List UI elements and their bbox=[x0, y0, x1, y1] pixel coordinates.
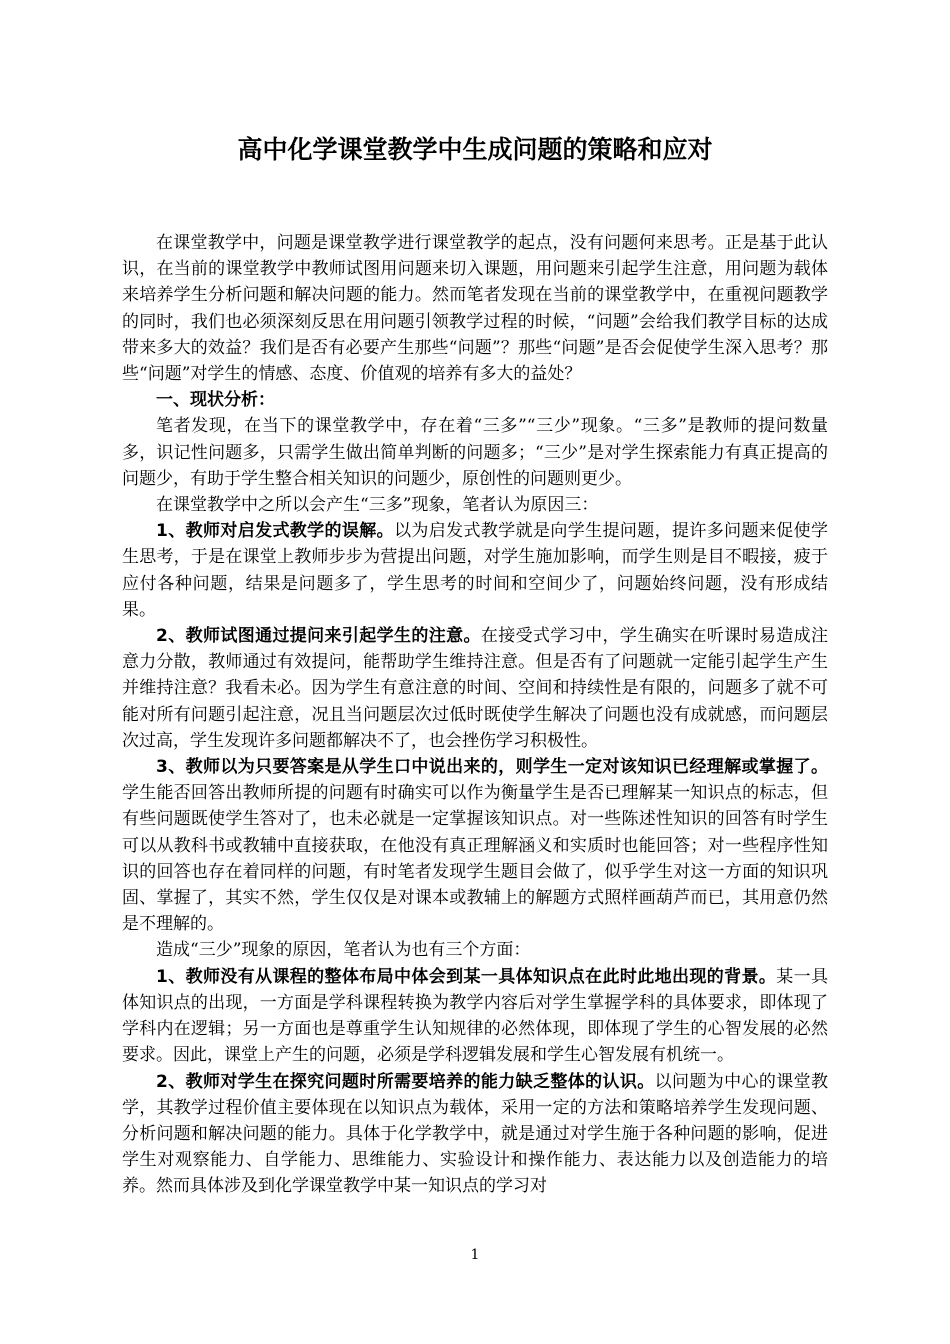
paragraph-lead: 2、教师对学生在探究问题时所需要培养的能力缺乏整体的认识。 bbox=[156, 1071, 655, 1092]
section-heading bbox=[122, 387, 828, 413]
paragraph-text: 笔者发现，在当下的课堂教学中，存在着“三多”“三少”现象。“三多”是教师的提问数量多，识记性问题多，只需学生做出简单判断的问题多；“三少”是对学生探索能力有真正提高的问题少，有助于学生整合相关知识的问题少，原创性的问题则更少。 bbox=[122, 416, 828, 489]
paragraph bbox=[122, 1069, 828, 1200]
paragraph-text: 以问题为中心的课堂教学，其教学过程价值主要体现在以知识点为载体，采用一定的方法和策略培养学生发现问题、分析问题和解决问题的能力。具体于化学教学中，就是通过对学生施于各种问题的影响，促进学生对观察能力、自学能力、思维能力、实验设计和操作能力、表达能力以及创造能力的培养。然而具体涉及到化学课堂教学中某一知识点的学习对 bbox=[122, 1071, 829, 1197]
paragraph-text: 某一具体知识点的出现，一方面是学科课程转换为教学内容后对学生掌握学科的具体要求，即体现了学科内在逻辑；另一方面也是尊重学生认知规律的必然体现，即体现了学生的心智发展的必然要求。因此，课堂上产生的问题，必须是学科逻辑发展和学生心智发展有机统一。 bbox=[122, 966, 829, 1066]
paragraph-lead: 2、教师试图通过提问来引起学生的注意。 bbox=[156, 626, 481, 647]
paragraph-text: 学生能否回答出教师所提的问题有时确实可以作为衡量学生是否已理解某一知识点的标志，但有些问题既使学生答对了，也未必就是一定掌握该知识点。对一些陈述性知识的回答有时学生可以从教科书或教辅中直接获取，在他没有真正理解涵义和实质时也能回答；对一些程序性知识的回答也存在着同样的问题，有时笔者发现学生题目会做了，似乎学生对这一方面的知识巩固、掌握了，其实不然，学生仅仅是对课本或教辅上的解题方式照样画葫芦而已，其用意仍然是不理解的。 bbox=[122, 783, 828, 935]
paragraph-text: 以为启发式教学就是向学生提问题，提许多问题来促使学生思考，于是在课堂上教师步步为营提出问题，对学生施加影响，而学生则是目不暇接，疲于应付各种问题，结果是问题多了，学生思考的时间和空间少了，问题始终问题，没有形成结果。 bbox=[122, 521, 829, 620]
paragraph bbox=[122, 754, 828, 937]
paragraph bbox=[122, 230, 828, 387]
paragraph-text: 在接受式学习中，学生确实在听课时易造成注意力分散，教师通过有效提问，能帮助学生维持注意。但是否有了问题就一定能引起学生产生并维持注意？我看未必。因为学生有意注意的时间、空间和持续性是有限的，问题多了就不可能对所有问题引起注意，况且当问题层次过低时既使学生解决了问题也没有成就感，而问题层次过高，学生发现许多问题都解决不了，也会挫伤学习积极性。 bbox=[122, 626, 829, 751]
paragraph-text: 造成“三少”现象的原因，笔者认为也有三个方面： bbox=[156, 940, 531, 961]
paragraph bbox=[122, 518, 828, 623]
paragraph-lead: 1、教师对启发式教学的误解。 bbox=[156, 521, 395, 542]
paragraph bbox=[122, 937, 828, 963]
paragraph-lead: 3、教师以为只要答案是从学生口中说出来的，则学生一定对该知识已经理解或掌握了。 bbox=[156, 757, 828, 778]
paragraph bbox=[122, 413, 828, 492]
paragraph-text: 在课堂教学中之所以会产生“三多”现象，笔者认为原因三： bbox=[156, 495, 599, 516]
paragraph-text: 在课堂教学中，问题是课堂教学进行课堂教学的起点，没有问题何来思考。正是基于此认识，在当前的课堂教学中教师试图用问题来切入课题，用问题来引起学生注意，用问题为载体来培养学生分析问题和解决问题的能力。然而笔者发现在当前的课堂教学中，在重视问题教学的同时，我们也必须深刻反思在用问题引领教学过程的时候，“问题”会给我们教学目标的达成带来多大的效益？我们是否有必要产生那些“问题”？那些“问题”是否会促使学生深入思考？那些“问题”对学生的情感、态度、价值观的培养有多大的益处？ bbox=[122, 233, 828, 385]
page-number: 1 bbox=[470, 1247, 480, 1263]
paragraph bbox=[122, 623, 828, 754]
document-body bbox=[122, 230, 828, 1200]
section-heading-text: 一、现状分析： bbox=[156, 390, 275, 411]
paragraph bbox=[122, 964, 828, 1069]
page-title: 高中化学课堂教学中生成问题的策略和应对 bbox=[237, 135, 713, 164]
paragraph-lead: 1、教师没有从课程的整体布局中体会到某一具体知识点在此时此地出现的背景。 bbox=[156, 966, 777, 987]
paragraph bbox=[122, 492, 828, 518]
